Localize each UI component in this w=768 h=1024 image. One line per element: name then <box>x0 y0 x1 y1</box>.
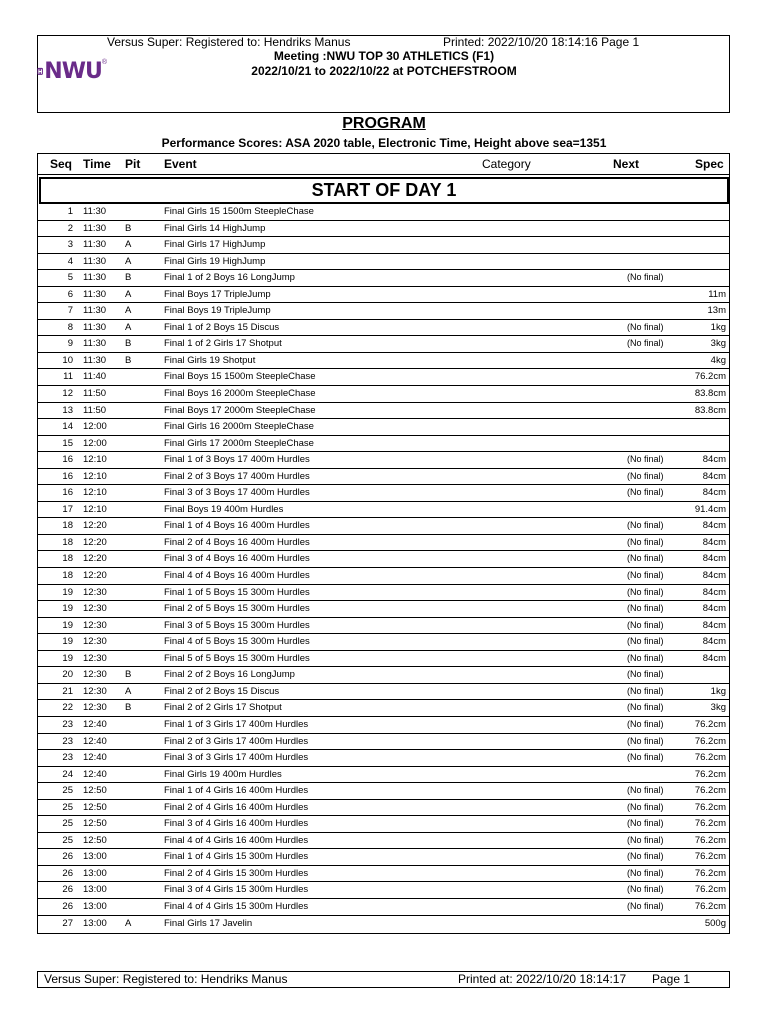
row-pit: B <box>125 222 132 234</box>
row-time: 11:30 <box>83 354 107 366</box>
row-time: 11:30 <box>83 206 107 217</box>
row-spec: 76.2cm <box>694 768 726 780</box>
table-row <box>37 717 730 734</box>
table-row <box>37 320 730 337</box>
row-seq: 13 <box>62 404 73 416</box>
table-row <box>37 254 730 271</box>
row-time: 11:30 <box>83 305 107 317</box>
row-event: Final 4 of 4 Girls 16 400m Hurdles <box>164 834 309 846</box>
row-seq: 20 <box>62 669 73 681</box>
row-spec: 76.2cm <box>694 818 726 830</box>
row-time: 12:50 <box>83 818 107 830</box>
col-head-spec: Spec <box>695 157 724 171</box>
row-next: (No final) <box>627 272 664 283</box>
row-event: Final 4 of 4 Girls 15 300m Hurdles <box>164 900 309 912</box>
meeting-dates: 2022/10/21 to 2022/10/22 at POTCHEFSTROOM <box>251 64 517 78</box>
row-seq: 25 <box>62 785 73 797</box>
footer-box <box>37 971 730 988</box>
row-time: 12:40 <box>83 768 107 780</box>
row-spec: 1kg <box>710 321 726 333</box>
row-event: Final 3 of 4 Boys 16 400m Hurdles <box>164 553 310 565</box>
row-seq: 19 <box>62 586 73 598</box>
row-pit: A <box>125 288 132 300</box>
row-spec: 13m <box>707 305 726 317</box>
row-time: 12:30 <box>83 636 107 648</box>
row-spec: 76.2cm <box>694 752 726 764</box>
row-seq: 14 <box>62 421 73 433</box>
row-event: Final Boys 15 1500m SteepleChase <box>164 371 316 383</box>
row-time: 12:30 <box>83 652 107 664</box>
table-row <box>37 700 730 717</box>
row-time: 12:20 <box>83 553 107 565</box>
row-seq: 16 <box>62 487 73 499</box>
table-row <box>37 502 730 519</box>
col-head-category: Category <box>482 157 531 171</box>
row-next: (No final) <box>627 536 664 547</box>
row-pit: A <box>125 685 132 697</box>
row-event: Final 1 of 3 Girls 17 400m Hurdles <box>164 718 309 730</box>
row-pit: B <box>125 338 132 350</box>
row-seq: 23 <box>62 752 73 764</box>
row-seq: 27 <box>62 917 73 929</box>
row-time: 11:40 <box>83 371 107 383</box>
row-pit: A <box>125 321 132 333</box>
row-event: Final Boys 17 TripleJump <box>164 288 271 300</box>
row-seq: 23 <box>62 718 73 730</box>
row-seq: 11 <box>63 371 73 383</box>
program-rows <box>37 204 730 932</box>
row-spec: 84cm <box>702 586 726 598</box>
day-banner: START OF DAY 1 <box>39 177 729 204</box>
row-spec: 84cm <box>702 536 726 548</box>
row-next: (No final) <box>627 652 664 663</box>
table-row <box>37 204 730 221</box>
table-row <box>37 568 730 585</box>
row-next: (No final) <box>627 702 664 713</box>
row-seq: 26 <box>62 867 73 879</box>
row-seq: 26 <box>62 884 73 896</box>
table-row <box>37 667 730 684</box>
row-seq: 26 <box>62 851 73 863</box>
row-time: 11:50 <box>83 404 107 416</box>
table-row <box>37 882 730 899</box>
row-spec: 76.2cm <box>694 801 726 813</box>
row-next: (No final) <box>627 718 664 729</box>
row-time: 12:20 <box>83 536 107 548</box>
row-spec: 4kg <box>710 354 726 366</box>
table-row <box>37 618 730 635</box>
col-head-time: Time <box>83 157 111 171</box>
row-seq: 10 <box>62 354 73 366</box>
row-seq: 25 <box>62 818 73 830</box>
row-pit: A <box>125 917 132 929</box>
footer-page: Page 1 <box>652 972 691 986</box>
nwu-logo-text: NWU <box>44 58 102 84</box>
row-next: (No final) <box>627 834 664 845</box>
row-spec: 83.8cm <box>694 388 726 400</box>
row-seq: 3 <box>67 239 73 251</box>
row-time: 12:50 <box>83 834 107 846</box>
row-event: Final 2 of 2 Boys 15 Discus <box>164 685 280 697</box>
header-registered: Versus Super: Registered to: Hendriks Manus <box>107 35 351 49</box>
row-time: 12:10 <box>83 470 107 482</box>
table-row <box>37 518 730 535</box>
row-time: 12:10 <box>83 487 107 499</box>
row-spec: 76.2cm <box>694 867 726 879</box>
row-time: 12:50 <box>83 785 107 797</box>
row-event: Final 2 of 5 Boys 15 300m Hurdles <box>164 603 310 615</box>
table-row <box>37 303 730 320</box>
row-seq: 19 <box>62 652 73 664</box>
row-seq: 4 <box>67 255 73 267</box>
row-next: (No final) <box>627 619 664 630</box>
row-time: 12:30 <box>83 669 107 681</box>
row-next: (No final) <box>627 884 664 895</box>
row-seq: 6 <box>67 288 73 300</box>
row-event: Final 2 of 3 Girls 17 400m Hurdles <box>164 735 309 747</box>
row-seq: 5 <box>67 272 73 284</box>
row-time: 12:00 <box>83 421 107 433</box>
row-seq: 18 <box>62 536 73 548</box>
row-seq: 21 <box>62 685 73 697</box>
row-time: 12:20 <box>83 570 107 582</box>
table-row <box>37 353 730 370</box>
program-title: PROGRAM <box>342 115 426 132</box>
row-spec: 76.2cm <box>694 851 726 863</box>
row-event: Final 2 of 2 Boys 16 LongJump <box>164 669 295 681</box>
row-next: (No final) <box>627 867 664 878</box>
row-seq: 18 <box>62 570 73 582</box>
table-row <box>37 899 730 916</box>
table-row <box>37 601 730 618</box>
row-time: 12:40 <box>83 735 107 747</box>
table-row <box>37 336 730 353</box>
row-event: Final 2 of 4 Boys 16 400m Hurdles <box>164 536 310 548</box>
row-next: (No final) <box>627 801 664 812</box>
row-time: 12:30 <box>83 619 107 631</box>
row-pit: B <box>125 354 132 366</box>
row-spec: 84cm <box>702 652 726 664</box>
row-seq: 9 <box>67 338 73 350</box>
table-row <box>37 767 730 784</box>
row-time: 12:50 <box>83 801 107 813</box>
row-event: Final 1 of 4 Girls 16 400m Hurdles <box>164 785 309 797</box>
row-time: 11:30 <box>83 321 107 333</box>
col-head-next: Next <box>613 157 640 171</box>
row-time: 12:30 <box>83 603 107 615</box>
col-head-seq: Seq <box>50 157 73 171</box>
row-time: 11:50 <box>83 388 107 400</box>
row-spec: 84cm <box>702 636 726 648</box>
row-event: Final Girls 17 HighJump <box>164 239 266 251</box>
table-row <box>37 916 730 933</box>
table-row <box>37 386 730 403</box>
row-event: Final 3 of 5 Boys 15 300m Hurdles <box>164 619 310 631</box>
row-next: (No final) <box>627 851 664 862</box>
row-spec: 76.2cm <box>694 371 726 383</box>
row-event: Final 4 of 4 Boys 16 400m Hurdles <box>164 570 310 582</box>
row-pit: A <box>125 255 132 267</box>
row-next: (No final) <box>627 553 664 564</box>
row-pit: B <box>125 272 132 284</box>
row-time: 13:00 <box>83 867 107 879</box>
row-next: (No final) <box>627 900 664 911</box>
row-next: (No final) <box>627 487 664 498</box>
table-row <box>37 849 730 866</box>
row-pit: B <box>125 702 132 714</box>
row-spec: 76.2cm <box>694 834 726 846</box>
row-pit: B <box>125 669 132 681</box>
row-event: Final Girls 16 2000m SteepleChase <box>164 421 314 433</box>
meeting-title: Meeting :NWU TOP 30 ATHLETICS (F1) <box>273 49 495 63</box>
row-event: Final 3 of 4 Girls 16 400m Hurdles <box>164 818 309 830</box>
row-event: Final 1 of 4 Boys 16 400m Hurdles <box>164 520 310 532</box>
row-seq: 24 <box>62 768 73 780</box>
footer-registered: Versus Super: Registered to: Hendriks Manus <box>44 972 288 986</box>
row-seq: 25 <box>62 801 73 813</box>
row-event: Final 2 of 4 Girls 16 400m Hurdles <box>164 801 309 813</box>
row-event: Final Girls 17 Javelin <box>164 917 253 929</box>
row-time: 12:30 <box>83 702 107 714</box>
row-event: Final Girls 17 2000m SteepleChase <box>164 437 314 449</box>
row-next: (No final) <box>627 685 664 696</box>
row-event: Final Boys 19 TripleJump <box>164 305 271 317</box>
table-row <box>37 436 730 453</box>
row-spec: 76.2cm <box>694 718 726 730</box>
registered-mark: ® <box>101 59 107 66</box>
row-spec: 84cm <box>702 603 726 615</box>
row-time: 13:00 <box>83 884 107 896</box>
row-time: 12:30 <box>83 586 107 598</box>
row-event: Final 1 of 4 Girls 15 300m Hurdles <box>164 851 309 863</box>
row-event: Final 1 of 2 Boys 15 Discus <box>164 321 280 333</box>
row-seq: 18 <box>62 520 73 532</box>
row-spec: 83.8cm <box>694 404 726 416</box>
row-pit: A <box>125 305 132 317</box>
row-event: Final 2 of 3 Boys 17 400m Hurdles <box>164 470 310 482</box>
row-seq: 15 <box>62 437 73 449</box>
table-row <box>37 734 730 751</box>
row-next: (No final) <box>627 636 664 647</box>
row-seq: 1 <box>67 206 73 217</box>
table-row <box>37 452 730 469</box>
row-time: 12:40 <box>83 752 107 764</box>
row-event: Final 1 of 2 Girls 17 Shotput <box>164 338 282 350</box>
row-seq: 8 <box>67 321 73 333</box>
row-seq: 18 <box>62 553 73 565</box>
row-next: (No final) <box>627 454 664 465</box>
row-time: 11:30 <box>83 222 107 234</box>
row-next: (No final) <box>627 785 664 796</box>
row-next: (No final) <box>627 735 664 746</box>
header-rule <box>37 174 730 175</box>
row-next: (No final) <box>627 818 664 829</box>
row-time: 12:10 <box>83 503 107 515</box>
row-time: 13:00 <box>83 900 107 912</box>
row-spec: 84cm <box>702 553 726 565</box>
table-row <box>37 684 730 701</box>
row-time: 12:10 <box>83 454 107 466</box>
row-time: 11:30 <box>83 255 107 267</box>
row-next: (No final) <box>627 669 664 680</box>
row-spec: 76.2cm <box>694 785 726 797</box>
row-event: Final Boys 17 2000m SteepleChase <box>164 404 316 416</box>
row-event: Final 2 of 2 Girls 17 Shotput <box>164 702 282 714</box>
table-row <box>37 403 730 420</box>
col-head-pit: Pit <box>125 157 141 171</box>
table-row <box>37 816 730 833</box>
performance-scores: Performance Scores: ASA 2020 table, Electronic Time, Height above sea=1351 <box>161 136 607 150</box>
row-pit: A <box>125 239 132 251</box>
table-row <box>37 469 730 486</box>
row-time: 12:40 <box>83 718 107 730</box>
row-spec: 1kg <box>710 685 726 697</box>
table-row <box>37 651 730 668</box>
row-time: 12:00 <box>83 437 107 449</box>
row-seq: 2 <box>67 222 73 234</box>
row-event: Final Boys 16 2000m SteepleChase <box>164 388 316 400</box>
table-row <box>37 419 730 436</box>
row-seq: 25 <box>62 834 73 846</box>
table-row <box>37 485 730 502</box>
row-spec: 500g <box>704 917 726 929</box>
row-event: Final 3 of 4 Girls 15 300m Hurdles <box>164 884 309 896</box>
row-seq: 23 <box>62 735 73 747</box>
col-head-event: Event <box>164 157 197 171</box>
row-event: Final 1 of 2 Boys 16 LongJump <box>164 272 295 284</box>
row-seq: 26 <box>62 900 73 912</box>
row-event: Final 2 of 4 Girls 15 300m Hurdles <box>164 867 309 879</box>
row-spec: 3kg <box>710 338 726 350</box>
row-event: Final 4 of 5 Boys 15 300m Hurdles <box>164 636 310 648</box>
row-time: 13:00 <box>83 851 107 863</box>
row-next: (No final) <box>627 470 664 481</box>
row-next: (No final) <box>627 570 664 581</box>
row-event: Final 3 of 3 Girls 17 400m Hurdles <box>164 752 309 764</box>
row-next: (No final) <box>627 586 664 597</box>
table-row <box>37 551 730 568</box>
table-row <box>37 369 730 386</box>
row-event: Final Girls 15 1500m SteepleChase <box>164 206 314 217</box>
table-row <box>37 800 730 817</box>
row-seq: 19 <box>62 636 73 648</box>
row-seq: 12 <box>62 388 73 400</box>
row-spec: 76.2cm <box>694 884 726 896</box>
table-row <box>37 866 730 883</box>
row-event: Final Girls 19 400m Hurdles <box>164 768 282 780</box>
table-row <box>37 634 730 651</box>
row-seq: 19 <box>62 619 73 631</box>
table-row <box>37 237 730 254</box>
row-time: 11:30 <box>83 239 107 251</box>
row-spec: 76.2cm <box>694 735 726 747</box>
row-spec: 76.2cm <box>694 900 726 912</box>
row-seq: 16 <box>62 470 73 482</box>
row-time: 11:30 <box>83 288 107 300</box>
row-spec: 84cm <box>702 520 726 532</box>
row-time: 11:30 <box>83 272 107 284</box>
row-spec: 3kg <box>710 702 726 714</box>
row-event: Final Boys 19 400m Hurdles <box>164 503 284 515</box>
row-seq: 17 <box>62 503 73 515</box>
row-spec: 84cm <box>702 487 726 499</box>
row-time: 11:30 <box>83 338 107 350</box>
row-event: Final 1 of 3 Boys 17 400m Hurdles <box>164 454 310 466</box>
row-next: (No final) <box>627 321 664 332</box>
row-seq: 7 <box>67 305 73 317</box>
row-spec: 84cm <box>702 570 726 582</box>
table-row <box>37 287 730 304</box>
row-time: 12:20 <box>83 520 107 532</box>
row-event: Final Girls 19 Shotput <box>164 354 256 366</box>
row-event: Final 5 of 5 Boys 15 300m Hurdles <box>164 652 310 664</box>
row-event: Final 3 of 3 Boys 17 400m Hurdles <box>164 487 310 499</box>
table-row <box>37 585 730 602</box>
table-row <box>37 833 730 850</box>
row-event: Final 1 of 5 Boys 15 300m Hurdles <box>164 586 310 598</box>
row-seq: 19 <box>62 603 73 615</box>
table-row <box>37 750 730 767</box>
row-time: 12:30 <box>83 685 107 697</box>
header-printed: Printed: 2022/10/20 18:14:16 Page 1 <box>443 35 640 49</box>
row-next: (No final) <box>627 520 664 531</box>
row-spec: 11m <box>708 288 726 300</box>
row-seq: 22 <box>62 702 73 714</box>
row-event: Final Girls 14 HighJump <box>164 222 266 234</box>
row-spec: 84cm <box>702 619 726 631</box>
row-next: (No final) <box>627 752 664 763</box>
row-next: (No final) <box>627 603 664 614</box>
row-next: (No final) <box>627 338 664 349</box>
row-event: Final Girls 19 HighJump <box>164 255 266 267</box>
row-spec: 84cm <box>702 454 726 466</box>
row-spec: 84cm <box>702 470 726 482</box>
row-seq: 16 <box>62 454 73 466</box>
row-time: 13:00 <box>83 917 107 929</box>
table-row <box>37 221 730 238</box>
footer-printed: Printed at: 2022/10/20 18:14:17 <box>458 972 627 986</box>
table-row <box>37 535 730 552</box>
table-row <box>37 783 730 800</box>
row-spec: 91.4cm <box>694 503 726 515</box>
table-row <box>37 270 730 287</box>
